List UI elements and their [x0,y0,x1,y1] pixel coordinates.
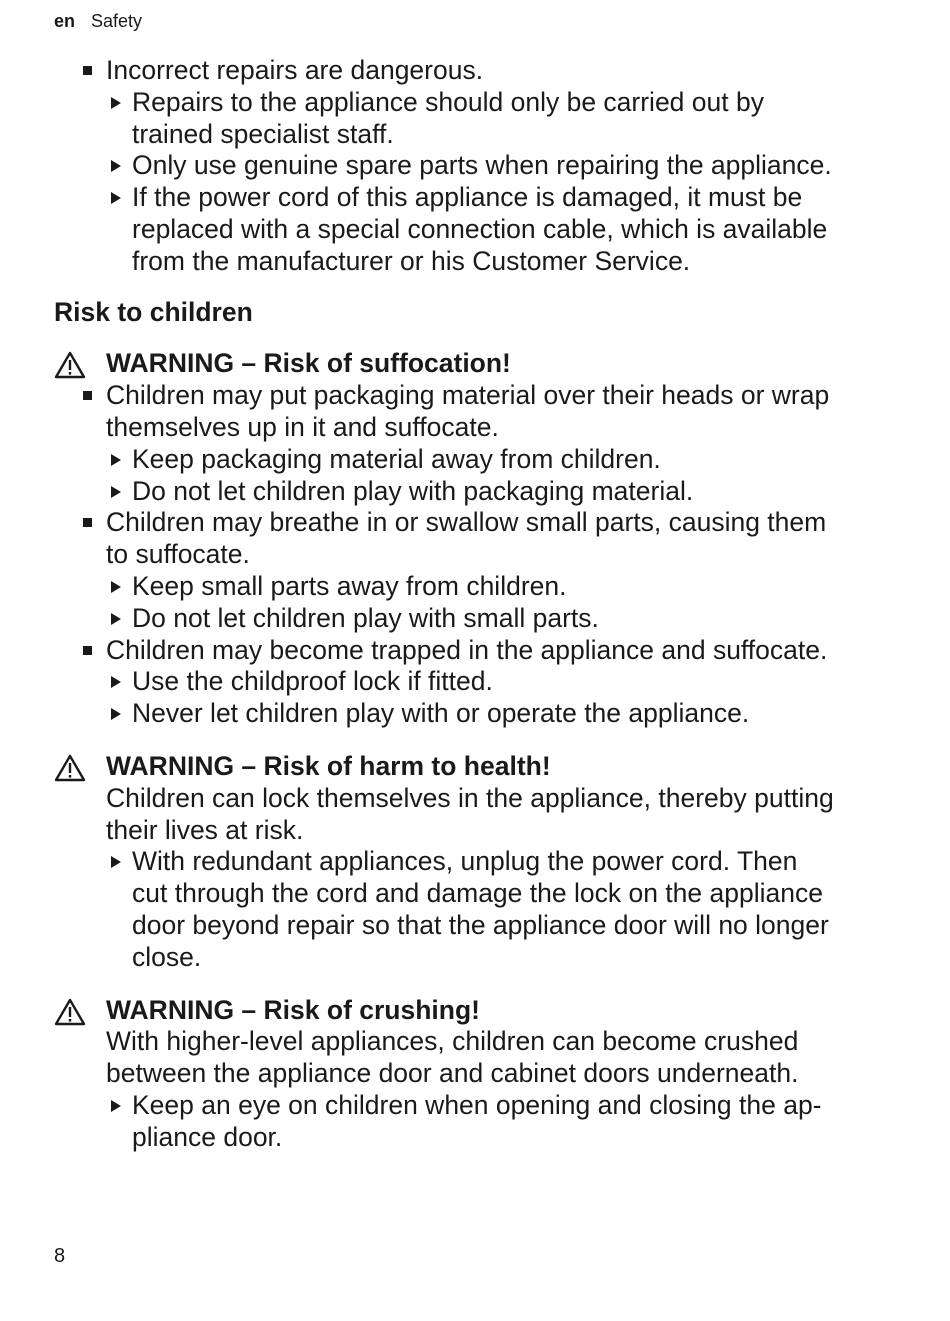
warning-title: WARNING – Risk of harm to health! [54,751,904,783]
triangle-bullet-icon [111,856,121,868]
step-item: Keep an eye on children when opening and closing the ap- pliance door. [54,1090,904,1154]
step-item: Do not let children play with packaging material. [54,476,904,508]
triangle-bullet-icon [111,581,121,593]
step-item: Repairs to the appliance should only be carried out by trained specialist staff. [54,87,904,151]
warning-triangle-icon [54,998,86,1026]
step-item: Never let children play with or operate the appliance. [54,698,904,730]
triangle-bullet-icon [111,1100,121,1112]
step-item: Keep packaging material away from children. [54,444,904,476]
page-content [54,55,904,1154]
language-code: en [54,11,76,31]
square-bullet-icon [83,66,92,75]
bullet-item: Children may breathe in or swallow small parts, causing them to suffocate. [54,507,904,571]
page-number: 8 [54,1245,66,1267]
step-item: With redundant appliances, unplug the power cord. Then cut through the cord and damage the lock on the appliance door beyond repair so that the appliance door will no longer close. [54,846,904,973]
section-name: Safety [91,11,143,31]
step-item: Do not let children play with small parts. [54,603,904,635]
triangle-bullet-icon [111,486,121,498]
bullet-item: Children may become trapped in the appliance and suffocate. [54,635,904,667]
warning-text: Children can lock themselves in the appliance, thereby putting their lives at risk. [106,782,834,845]
section-heading: Risk to children [54,296,253,327]
triangle-bullet-icon [111,454,121,466]
warning-text: With higher-level appliances, children can become crushed between the appliance door and cabinet doors underneath. [106,1026,799,1089]
warning-triangle-icon [54,351,86,379]
step-item: Keep small parts away from children. [54,571,904,603]
triangle-bullet-icon [111,160,121,172]
step-item: Use the childproof lock if fitted. [54,666,904,698]
warning-title: WARNING – Risk of suffocation! [54,348,904,380]
square-bullet-icon [83,646,92,655]
triangle-bullet-icon [111,676,121,688]
warning-triangle-icon [54,754,86,782]
bullet-item: Children may put packaging material over their heads or wrap themselves up in it and suffocate. [54,380,904,444]
square-bullet-icon [83,391,92,400]
step-item: Only use genuine spare parts when repairing the appliance. [54,150,904,182]
triangle-bullet-icon [111,97,121,109]
page-header [54,9,142,33]
triangle-bullet-icon [111,192,121,204]
warning-title: WARNING – Risk of crushing! [54,995,904,1027]
triangle-bullet-icon [111,708,121,720]
step-item: If the power cord of this appliance is damaged, it must be replaced with a special connection cable, which is available from the manufacturer or his Customer Service. [54,182,904,277]
square-bullet-icon [83,518,92,527]
triangle-bullet-icon [111,613,121,625]
bullet-item: Incorrect repairs are dangerous. [54,55,904,87]
